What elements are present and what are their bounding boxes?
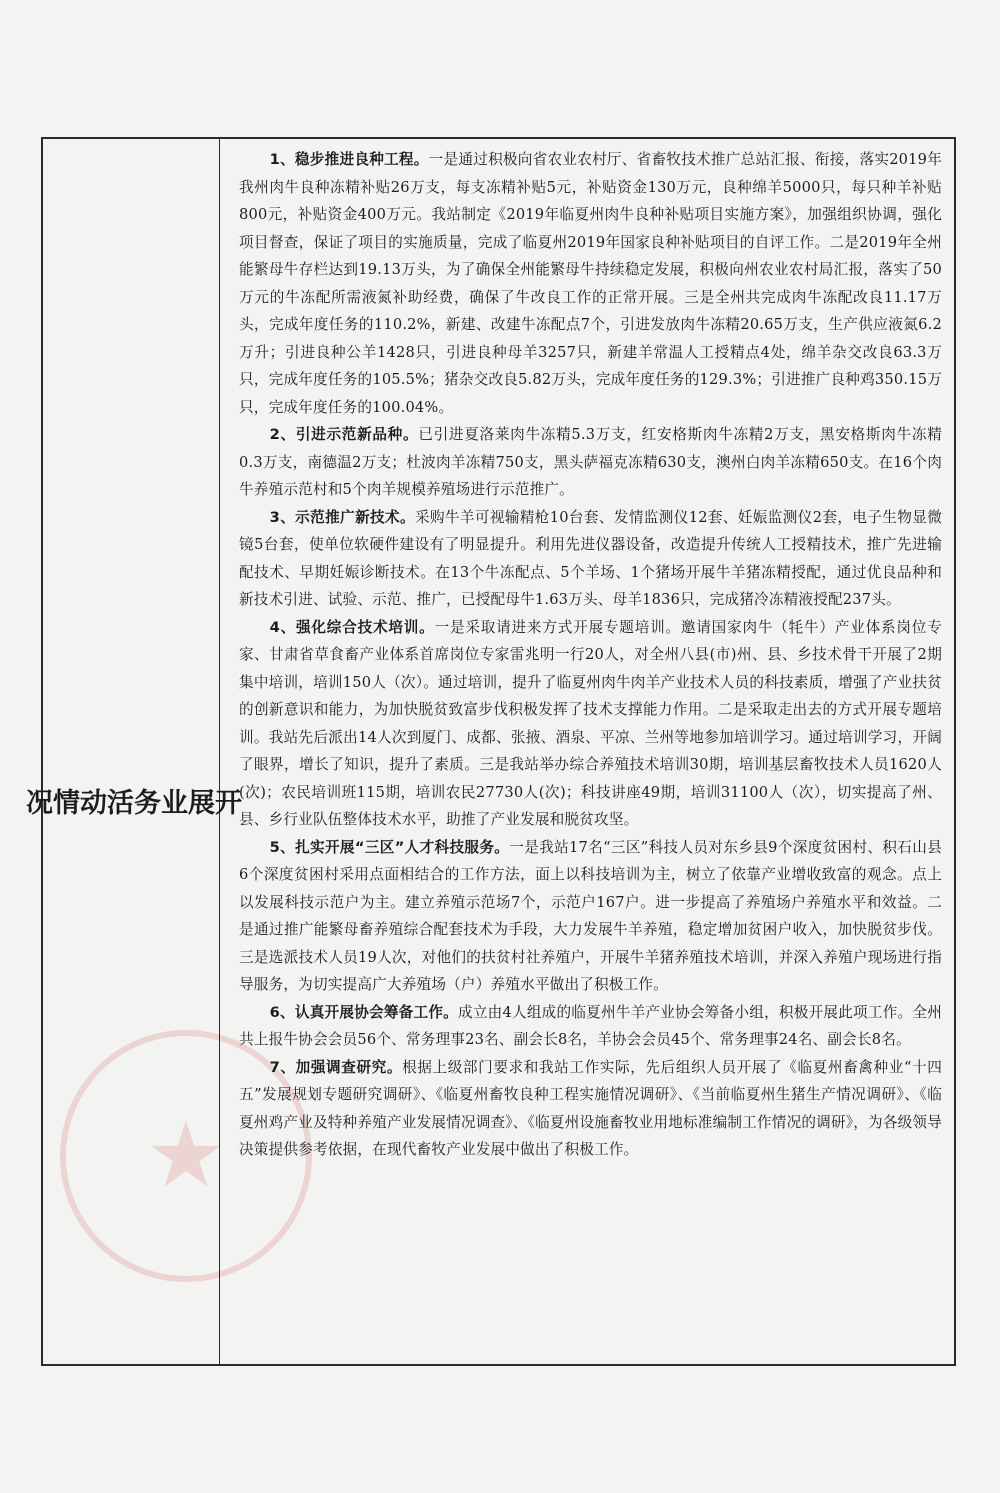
paragraph-heading: 7、加强调查研究。 (269, 1058, 403, 1076)
label-char: 活 (102, 787, 133, 815)
section-label (23, 788, 239, 826)
paragraph-heading: 1、稳步推进良种工程。 (269, 151, 429, 168)
paragraph-new-technology (239, 504, 942, 614)
label-char: 情 (48, 787, 79, 815)
label-char: 务 (129, 787, 160, 815)
seal-star-icon: ★ (145, 1103, 227, 1208)
form-table (21, 137, 956, 1366)
paragraph-body: 一是通过积极向省农业农村厅、省畜牧技术推广总站汇报、衔接，落实2019年我州肉牛良种冻精补贴26万支，每支冻精补贴5元，补贴资金130万元，良种绵羊5000只，每只种羊补贴800元，补贴资金400万元。我站制定《2019年临夏州肉牛良种补贴项目实施方案》，加强组织协调，强化项目督查，保证了项目的实施质量，完成了临夏州2019年国家良种补贴项目的自评工作。二是2019年全州能繁母牛存栏达到19.13万头，为了确保全州能繁母牛持续稳定发展，积极向州农业农村局汇报，落实了50万元的牛冻配所需液氮补助经费，确保了牛改良工作的正常开展。三是全州共完成肉牛冻配改良11.17万头，完成年度任务的110.2%，新建、改建牛冻配点7个，引进发放肉牛冻精20.65万支，生产供应液氮6.2万升；引进良种公羊1428只，引进良种母羊3257只，新建羊常温人工授精点4处，绵羊杂交改良63.3万只，完成年度任务的105.5%；猪杂交改良5.82万头，完成年度任务的129.3%；引进推广良种鸡350.15万只，完成年度任务的100.04%。 (239, 151, 942, 416)
paragraph-research (239, 1054, 942, 1164)
content-cell (220, 139, 954, 1364)
paragraph-new-breeds (239, 421, 942, 504)
paragraph-body: 采购牛羊可视输精枪10台套、发情监测仪12套、妊娠监测仪2套，电子生物显微镜5台套，使单位软硬件建设有了明显提升。利用先进仪器设备，改造提升传统人工授精技术，推广先进输配技术、早期妊娠诊断技术。在13个牛冻配点、5个羊场、1个猪场开展牛羊猪冻精授配，通过优良品种和新技术引进、试验、示范、推广，已授配母牛1.63万头、母羊1836只，完成猪冷冻精液授配237头。 (239, 508, 943, 608)
section-label-cell (21, 139, 241, 1364)
paragraph-body: 一是采取请进来方式开展专题培训。邀请国家肉牛（牦牛）产业体系岗位专家、甘肃省草食畜产业体系首席岗位专家雷兆明一行20人，对全州八县(市)州、县、乡技术骨干开展了2期集中培训，培训150人（次）。通过培训，提升了临夏州肉牛肉羊产业技术人员的科技素质，增强了产业扶贫的创新意识和能力，为加快脱贫致富步伐积极发挥了技术支撑能力作用。二是采取走出去的方式开展专题培训。我站先后派出14人次到厦门、成都、张掖、酒泉、平凉、兰州等地参加培训学习。通过培训学习，开阔了眼界，增长了知识，提升了素质。三是我站举办综合养殖技术培训30期，培训基层畜牧技术人员1620人(次)；农民培训班115期，培训农民27730人(次)；科技讲座49期，培训31100人（次），切实提高了州、县、乡行业队伍整体技术水平，助推了产业发展和脱贫攻坚。 (239, 618, 942, 828)
paragraph-heading: 3、示范推广新技术。 (269, 508, 415, 526)
label-char: 业 (156, 787, 187, 815)
paragraph-training (239, 614, 942, 834)
label-char: 况 (21, 787, 52, 815)
label-char: 动 (75, 787, 106, 815)
label-char: 展 (183, 787, 214, 815)
paragraph-body: 一是我站17名“三区”科技人员对东乡县9个深度贫困村、积石山县6个深度贫困村采用点面相结合的工作方法，面上以科技培训为主，树立了依靠产业增收致富的观念。点上以发展科技示范户为主。建立养殖示范场7个，示范户167户。进一步提高了养殖场户养殖水平和效益。二是通过推广能繁母畜养殖综合配套技术为手段，大力发展牛羊养殖，稳定增加贫困户收入，加快脱贫步伐。三是选派技术人员19人次，对他们的扶贫村社养殖户，开展牛羊猪养殖技术培训，并深入养殖户现场进行指导服务，为切实提高广大养殖场（户）养殖水平做出了积极工作。 (239, 838, 942, 993)
paragraph-body: 成立由4人组成的临夏州牛羊产业协会筹备小组，积极开展此项工作。全州共上报牛协会会员56个、常务理事23名、副会长8名，羊协会会员45个、常务理事24名、副会长8名。 (239, 1003, 942, 1048)
paragraph-three-regions-service (239, 834, 942, 999)
paragraph-body: 已引进夏洛莱肉牛冻精5.3万支，红安格斯肉牛冻精2万支，黑安格斯肉牛冻精0.3万支，南德温2万支；杜波肉羊冻精750支，黑头萨福克冻精630支，澳州白肉羊冻精650支。在16个肉牛养殖示范村和5个肉羊规模养殖场进行示范推广。 (239, 426, 943, 498)
paragraph-association (239, 999, 942, 1054)
paragraph-heading: 6、认真开展协会筹备工作。 (269, 1003, 458, 1021)
label-char: 开 (210, 787, 241, 815)
paragraph-heading: 4、强化综合技术培训。 (269, 618, 435, 636)
paragraph-heading: 2、引进示范新品种。 (269, 426, 419, 443)
paragraph-body: 根据上级部门要求和我站工作实际，先后组织人员开展了《临夏州畜禽种业“十四五”发展规划专题研究调研》、《临夏州畜牧良种工程实施情况调研》、《当前临夏州生猪生产情况调研》、《临夏州鸡产业及特种养殖产业发展情况调查》、《临夏州设施畜牧业用地标准编制工作情况的调研》，为各级领导决策提供参考依据，在现代畜牧产业发展中做出了积极工作。 (239, 1058, 942, 1158)
paragraph-heading: 5、扎实开展“三区”人才科技服务。 (269, 838, 510, 856)
paragraph-breeding-project (239, 146, 942, 421)
